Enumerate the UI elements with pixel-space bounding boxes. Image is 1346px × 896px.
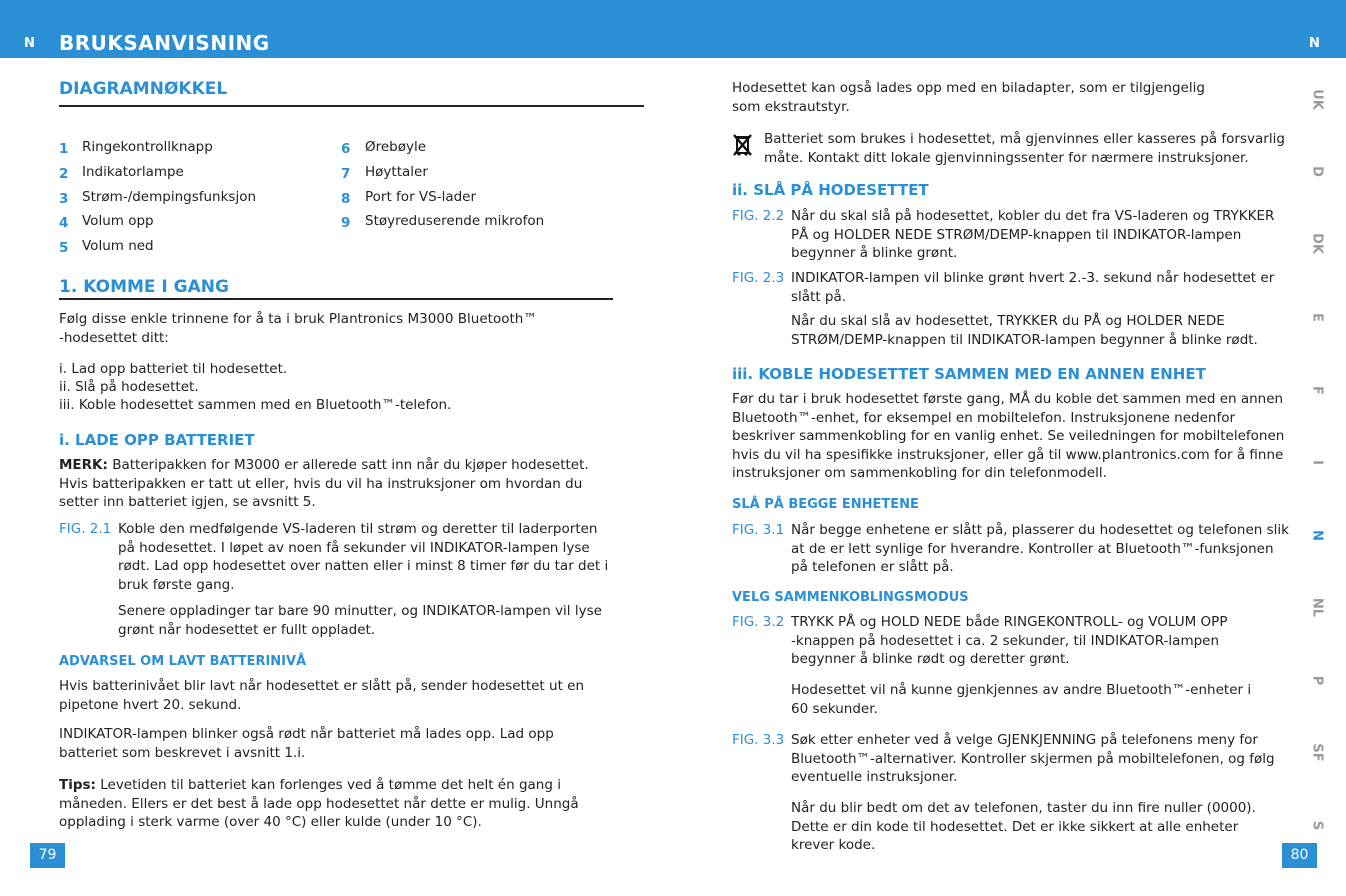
fig-line: grønt når hodesettet er fullt oppladet. (118, 621, 376, 638)
language-tab-nl[interactable]: NL (1309, 597, 1325, 618)
fig-3-2-text (791, 613, 1227, 669)
fig-line: 60 sekunder. (791, 700, 878, 717)
diagram-key-item (59, 212, 154, 231)
text-line: beskriver sammenkobling for en vanlig enhet. Se veiledningen for mobiltelefonen (732, 428, 1285, 444)
key-label: Strøm-/dempingsfunksjon (82, 189, 257, 205)
step-item: i. Lad opp batteriet til hodesettet. (59, 361, 288, 377)
text-line: Hvis batterinivået blir lavt når hodesettet er slått på, sender hodesettet ut en (59, 678, 585, 694)
language-tab-i[interactable]: I (1309, 460, 1325, 465)
key-number: 5 (59, 240, 69, 256)
text-line: hvis du vil ha spesifikke instruksjoner, eller gå til www.plantronics.com for å finne (732, 446, 1284, 463)
language-tab-sf[interactable]: SF (1309, 743, 1325, 762)
fig-line: at de er lett synlige for hverandre. Kontroller at Bluetooth™-funksjonen (791, 540, 1274, 557)
diagram-rule (59, 105, 644, 107)
key-label: Volum ned (82, 238, 154, 254)
fig-line: bruk første gang. (118, 576, 235, 593)
note-label: MERK: (59, 457, 108, 473)
language-tab-p[interactable]: P (1309, 675, 1325, 686)
fig-2-1-label: FIG. 2.1 (59, 521, 112, 537)
intro-line: Følg disse enkle trinnene for å ta i bruk Plantronics M3000 Bluetooth™ (59, 311, 537, 327)
fig-2-2-label: FIG. 2.2 (732, 208, 785, 224)
fig-line: begynner å blinke grønt. (791, 245, 958, 261)
recycle-bin-icon (733, 133, 753, 157)
diagram-heading: DIAGRAMNØKKEL (59, 79, 228, 99)
fig-line: eventuelle instruksjoner. (791, 769, 958, 785)
tips-text: Levetiden til batteriet kan forlenges ved å tømme det helt én gang i (95, 777, 561, 793)
fig-2-3-text (791, 269, 1274, 306)
header-language-right: N (1309, 36, 1320, 51)
intro-line: -hodesettet ditt: (59, 329, 169, 346)
fig-line: TRYKK PÅ og HOLD NEDE både RINGEKONTROLL- og VOLUM OPP (791, 614, 1228, 630)
key-label: Ørebøyle (365, 139, 427, 155)
key-label: Port for VS-lader (365, 189, 477, 205)
both-devices-heading: SLÅ PÅ BEGGE ENHETENE (732, 497, 919, 512)
note-text: setter inn batteriet igjen, se avsnitt 5. (59, 494, 316, 510)
diagram-key-item (59, 237, 154, 256)
text-line: pipetone hvert 20. sekund. (59, 696, 242, 713)
fig-3-3-text (791, 731, 1275, 787)
car-adapter-text (732, 79, 1205, 116)
fig-line: PÅ og HOLDER NEDE STRØM/DEMP-knappen til INDIKATOR-lampen (791, 226, 1242, 243)
fig-2-3-label: FIG. 2.3 (732, 270, 785, 286)
key-number: 3 (59, 191, 69, 207)
fig-line: på hodesettet. I løpet av noen få sekunder vil INDIKATOR-lampen lyse (118, 539, 590, 556)
fig-2-1-text (118, 520, 608, 594)
fig-3-2-label: FIG. 3.2 (732, 614, 785, 630)
discoverable-text (791, 681, 1251, 718)
fig-3-3-label: FIG. 3.3 (732, 732, 785, 748)
fig-3-1-text (791, 521, 1289, 577)
text-line: måte. Kontakt ditt lokale gjenvinningssenter for nærmere instruksjoner. (764, 149, 1249, 166)
page-number-right: 80 (1282, 843, 1317, 868)
language-tab-dk[interactable]: DK (1309, 233, 1325, 254)
fig-line: -knappen på hodesettet i ca. 2 sekunder, til INDIKATOR-lampen (791, 632, 1220, 649)
step-item: iii. Koble hodesettet sammen med en Bluetooth™-telefon. (59, 397, 452, 413)
diagram-key-item (341, 163, 428, 182)
later-charging-text (118, 602, 602, 639)
fig-line: rødt. Lad opp hodesettet over natten eller i minst 8 timer før du tar det i (118, 558, 609, 574)
fig-line: Når du skal slå av hodesettet, TRYKKER du PÅ og HOLDER NEDE (791, 313, 1225, 329)
low-battery-text (59, 677, 584, 714)
fig-line: Hodesettet vil nå kunne gjenkjennes av andre Bluetooth™-enheter i (791, 682, 1252, 698)
diagram-key-item (341, 138, 427, 157)
low-battery-heading: ADVARSEL OM LAVT BATTERINIVÅ (59, 654, 307, 669)
language-tab-uk[interactable]: UK (1309, 89, 1325, 110)
tips-paragraph (59, 776, 579, 832)
text-line: Hodesettet kan også lades opp med en biladapter, som er tilgjengelig (732, 80, 1205, 96)
fig-line: Dette er din kode til hodesettet. Det er ikke sikkert at alle enheter (791, 818, 1239, 835)
passkey-text (791, 799, 1256, 855)
diagram-key-item (341, 212, 545, 231)
language-tab-s[interactable]: S (1309, 820, 1325, 831)
step-item: ii. Slå på hodesettet. (59, 379, 199, 395)
fig-line: Når du skal slå på hodesettet, kobler du det fra VS-laderen og TRYKKER (791, 208, 1275, 224)
fig-line: Senere oppladinger tar bare 90 minutter, og INDIKATOR-lampen vil lyse (118, 603, 602, 619)
language-tab-f[interactable]: F (1309, 386, 1325, 395)
fig-3-1-label: FIG. 3.1 (732, 522, 785, 538)
getting-started-heading: 1. KOMME I GANG (59, 277, 229, 297)
fig-line: INDIKATOR-lampen vil blinke grønt hvert 2.-3. sekund når hodesettet er (791, 270, 1275, 286)
key-label: Indikatorlampe (82, 164, 184, 180)
diagram-key-item (341, 188, 477, 207)
text-line: som ekstrautstyr. (732, 98, 850, 115)
fig-line: begynner å blinke rødt og deretter grønt. (791, 651, 1070, 667)
fig-line: Når begge enhetene er slått på, plasserer du hodesettet og telefonen slik (791, 522, 1289, 538)
charge-heading: i. LADE OPP BATTERIET (59, 431, 255, 449)
fig-line: Bluetooth™-alternativer. Kontroller skjermen på mobiltelefonen, og følg (791, 750, 1275, 767)
page-title: BRUKSANVISNING (59, 31, 270, 55)
page-number-left: 79 (30, 843, 65, 868)
note-text: Hvis batteripakken er tatt ut eller, hvis du vil ha instruksjoner om hvordan du (59, 475, 583, 492)
recycle-text (764, 130, 1285, 167)
note-paragraph (59, 456, 589, 512)
text-line: Bluetooth™-enhet, for eksempel en mobiltelefon. Instruksjonene nedenfor (732, 409, 1236, 426)
diagram-key-item (59, 138, 213, 157)
power-on-heading: ii. SLÅ PÅ HODESETTET (732, 181, 929, 199)
text-line: Batteriet som brukes i hodesettet, må gjenvinnes eller kasseres på forsvarlig (764, 131, 1285, 147)
text-line: instruksjoner om sammenkobling for din telefonmodell. (732, 465, 1107, 481)
key-label: Støyreduserende mikrofon (365, 213, 545, 229)
key-label: Ringekontrollknapp (82, 139, 213, 155)
pairing-heading: iii. KOBLE HODESETTET SAMMEN MED EN ANNEN ENHET (732, 365, 1206, 383)
key-label: Volum opp (82, 213, 154, 229)
pairing-text (732, 390, 1284, 483)
steps-list (59, 360, 451, 414)
getting-started-rule (59, 298, 613, 300)
fig-line: krever kode. (791, 837, 876, 853)
tips-text: måneden. Ellers er det best å lade opp hodesettet når dette er mulig. Unngå (59, 795, 579, 812)
key-number: 9 (341, 215, 351, 231)
power-off-text (791, 312, 1258, 349)
fig-line: Når du blir bedt om det av telefonen, taster du inn fire nuller (0000). (791, 800, 1256, 816)
fig-line: STRØM/DEMP-knappen til INDIKATOR-lampen begynner å blinke rødt. (791, 331, 1258, 348)
key-label: Høyttaler (365, 164, 428, 180)
indicator-text (59, 725, 554, 762)
text-line: Før du tar i bruk hodesettet første gang, MÅ du koble det sammen med en annen (732, 391, 1284, 407)
fig-2-2-text (791, 207, 1274, 263)
key-number: 1 (59, 141, 69, 157)
key-number: 6 (341, 141, 351, 157)
fig-line: på telefonen er slått på. (791, 559, 954, 575)
tips-text: opplading i sterk varme (over 40 °C) eller kulde (under 10 °C). (59, 814, 482, 830)
fig-line: Søk etter enheter ved å velge GJENKJENNING på telefonens meny for (791, 732, 1258, 748)
note-text: Batteripakken for M3000 er allerede satt inn når du kjøper hodesettet. (107, 457, 589, 473)
fig-line: slått på. (791, 288, 847, 305)
text-line: INDIKATOR-lampen blinker også rødt når batteriet må lades opp. Lad opp (59, 726, 554, 742)
tips-label: Tips: (59, 777, 96, 793)
key-number: 8 (341, 191, 351, 207)
key-number: 4 (59, 215, 69, 231)
diagram-key-item (59, 163, 184, 182)
fig-line: Koble den medfølgende VS-laderen til strøm og deretter til laderporten (118, 521, 598, 537)
language-tab-e[interactable]: E (1309, 313, 1325, 322)
diagram-key-item (59, 188, 257, 207)
key-number: 2 (59, 166, 69, 182)
key-number: 7 (341, 166, 351, 182)
header-language-left: N (24, 36, 35, 51)
intro-paragraph (59, 310, 537, 347)
pairing-mode-heading: VELG SAMMENKOBLINGSMODUS (732, 590, 969, 605)
language-tab-d[interactable]: D (1309, 166, 1325, 177)
language-tab-n[interactable]: N (1309, 530, 1325, 541)
text-line: batteriet som beskrevet i avsnitt 1.i. (59, 744, 306, 761)
